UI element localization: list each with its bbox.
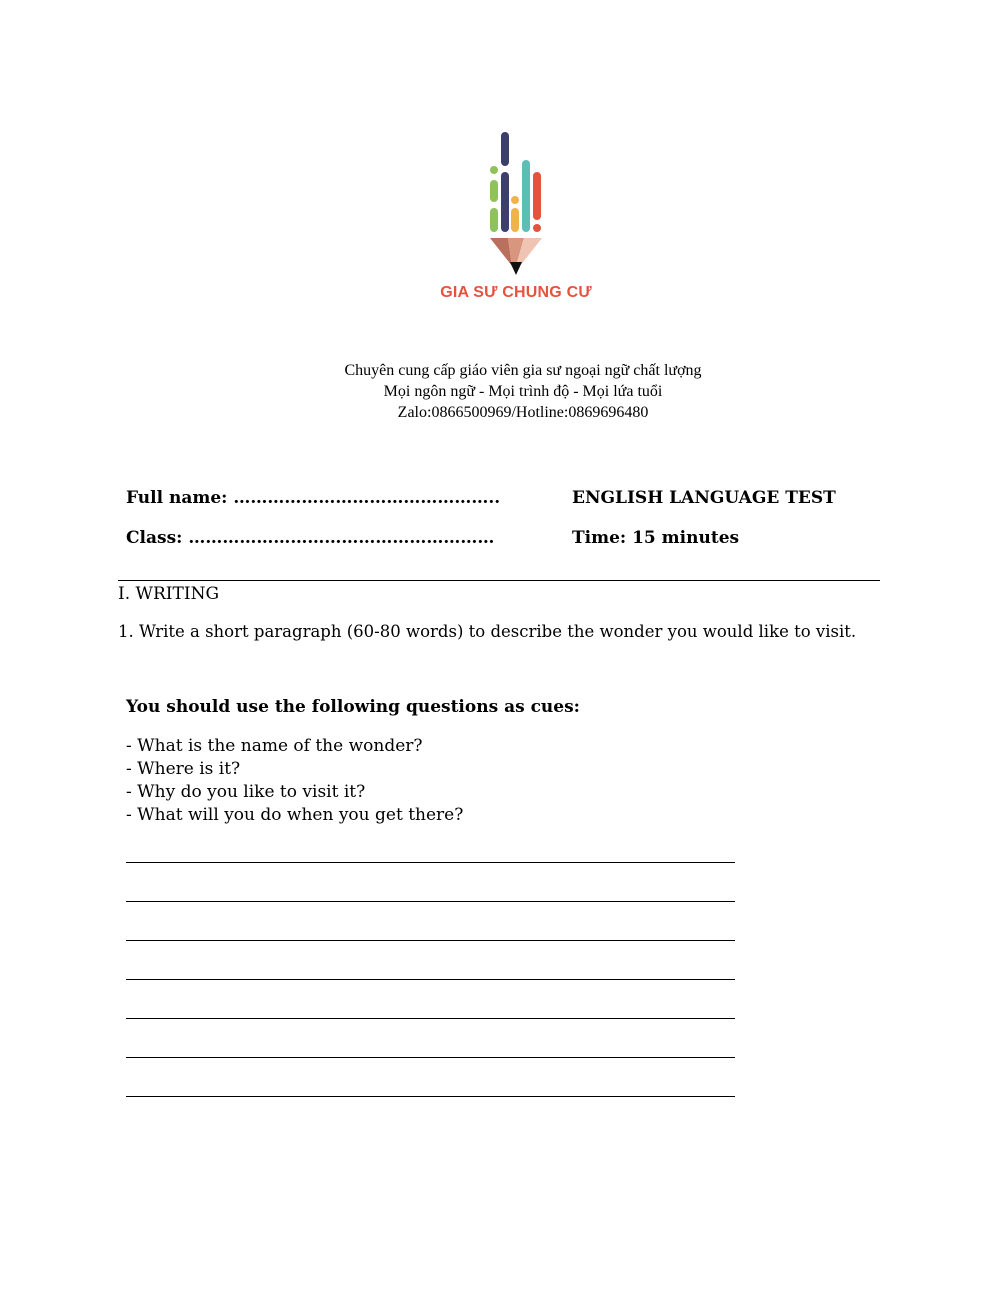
cue-item: - What is the name of the wonder? — [126, 736, 423, 756]
class-field[interactable]: Class: ……………………………………………… — [126, 528, 495, 548]
cue-item: - What will you do when you get there? — [126, 805, 464, 825]
cue-item: - Why do you like to visit it? — [126, 782, 366, 802]
section-title: I. WRITING — [118, 584, 220, 604]
writing-line[interactable] — [126, 1018, 735, 1019]
writing-line[interactable] — [126, 1057, 735, 1058]
test-time: Time: 15 minutes — [572, 528, 740, 548]
cue-heading: You should use the following questions as cues: — [126, 697, 580, 717]
section-divider — [118, 580, 880, 581]
tagline-contact: Zalo:0866500969/Hotline:0869696480 — [397, 404, 649, 421]
writing-line[interactable] — [126, 862, 735, 863]
writing-line[interactable] — [126, 940, 735, 941]
tagline-line-2: Mọi ngôn ngữ - Mọi trình độ - Mọi lứa tuổi — [383, 383, 663, 400]
brand-name: GIA SƯ CHUNG CƯ — [440, 284, 592, 301]
full-name-field[interactable]: Full name: ……………………………………….. — [126, 488, 501, 508]
writing-line[interactable] — [126, 979, 735, 980]
test-title: ENGLISH LANGUAGE TEST — [572, 488, 836, 508]
task-instruction: 1. Write a short paragraph (60-80 words) to describe the wonder you would like to visit. — [118, 622, 857, 641]
tagline-line-1: Chuyên cung cấp giáo viên gia sư ngoại ngữ chất lượng — [344, 362, 702, 379]
writing-line[interactable] — [126, 901, 735, 902]
pencil-logo-icon — [478, 128, 558, 283]
writing-line[interactable] — [126, 1096, 735, 1097]
cue-item: - Where is it? — [126, 759, 241, 779]
